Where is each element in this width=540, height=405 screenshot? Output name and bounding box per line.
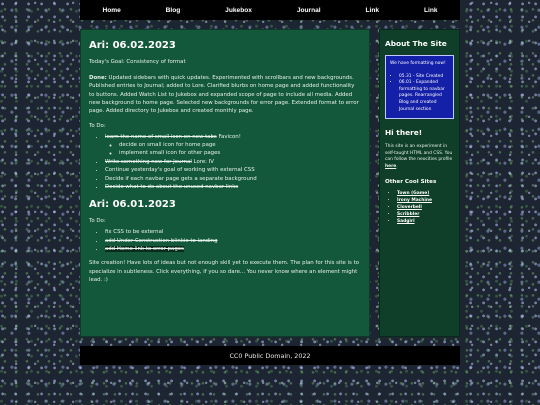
top-navbar [80, 0, 460, 20]
todo-list [89, 133, 361, 192]
todo-item [105, 183, 361, 191]
update-item: • 06.01 - Expanded formatting to navbar pages. Rearrangled Blog and created Journal section [399, 80, 449, 113]
todo-item-note: Favicon! [216, 133, 241, 140]
done-text: Updated sidebars with quick updates. Experimented with scrollbars and new backgrounds. Published entries to Journal; added to Lore. Clarified blurbs on home page and added functionality to buttons. Added Watch List to Jukebox and expanded scope of page to include all media. Added new background to home page. Selected new backgrounds for error page. Extended format to error page. Added directory to Jukebox and created monthly page. [89, 74, 359, 115]
todo-item [105, 133, 361, 158]
cool-site-link[interactable]: Sadgirl [397, 218, 415, 224]
todo-sublist [105, 141, 361, 158]
todo-item [105, 175, 361, 183]
cool-site-item [397, 204, 454, 211]
todo-item-text: learn the name of small icon on new tabs [105, 133, 217, 140]
todo-subitem: ◦ implement small icon for other pages [119, 149, 361, 157]
todo-item-text: Write something new for Journal [105, 158, 192, 165]
todo-item [105, 245, 361, 253]
todo-item-note: Lore: IV [191, 158, 214, 165]
hi-text [385, 144, 454, 170]
cool-sites-list [385, 190, 454, 225]
nav-journal-link[interactable]: Journal [296, 6, 321, 14]
cool-site-item [397, 197, 454, 204]
cool-site-item [397, 218, 454, 225]
todo-item [105, 228, 361, 236]
todo-item-text: fix CSS to be external [105, 229, 164, 236]
hi-body: This site is an experiment in self-taught HTML and CSS. You can follow the neocities profile [385, 144, 453, 163]
updates-intro: We have formatting now! [390, 61, 446, 66]
footer-text: CC0 Public Domain, 2022 [229, 351, 311, 360]
todo-item-text: Decide if each navbar page gets a separate background [105, 175, 257, 182]
todo-subitem: ◦ decide on small icon for home page [119, 141, 361, 149]
todo-heading: To Do: [89, 122, 106, 129]
hi-heading: Hi there! [385, 128, 423, 138]
about-heading: About The Site [385, 39, 447, 48]
cool-site-link[interactable]: Cloverbell [397, 204, 422, 210]
todo-list [89, 228, 361, 253]
post-title: Ari: 06.01.2023 [89, 199, 176, 211]
cool-site-item [397, 190, 454, 197]
cool-site-link[interactable]: Town (Game) [397, 190, 430, 196]
nav-blog-link[interactable]: Blog [165, 6, 181, 14]
nav-home-link[interactable]: Home [102, 6, 121, 14]
blog-main-panel[interactable] [80, 29, 370, 337]
nav-link-1[interactable]: Link [365, 6, 380, 14]
nav-jukebox-link[interactable]: Jukebox [225, 6, 252, 14]
sidebar[interactable] [379, 29, 460, 337]
updates-list [390, 74, 449, 114]
todo-heading: To Do: [89, 218, 106, 225]
nav-link-2[interactable]: Link [423, 6, 438, 14]
cool-site-link[interactable]: Scribbler [397, 211, 420, 217]
hi-end: . [396, 164, 398, 170]
todo-item [105, 158, 361, 166]
footer [80, 346, 460, 365]
cool-sites-heading: Other Cool Sites [385, 178, 437, 185]
cool-site-link[interactable]: Irony Machine [397, 197, 433, 203]
updates-box [385, 55, 454, 119]
todo-item-text: Continue yesterday's goal of working with external CSS [105, 167, 255, 174]
update-item: • 05.31 - Site Created [399, 74, 449, 81]
post-body: Site creation! Have lots of ideas but not enough skill yet to execute them. The plan for this site is to specialize in subtleness. Click everything, if you so dare... You never know where an element might lead. :) [89, 260, 359, 284]
post-done-paragraph [89, 74, 361, 116]
todo-item-text: add Under Construction blinkie to landing [105, 237, 218, 244]
todo-item [105, 166, 361, 174]
profile-link[interactable]: here [385, 164, 397, 170]
cool-site-item [397, 211, 454, 218]
post-goal: Today's Goal: Consistency of format [89, 59, 186, 65]
todo-item-text: Decide what to do about the unused navbar links [105, 183, 239, 190]
todo-item-text: add Home link to error pages [105, 246, 184, 253]
post-title: Ari: 06.02.2023 [89, 40, 176, 51]
done-label: Done: [89, 74, 107, 81]
todo-item [105, 237, 361, 245]
